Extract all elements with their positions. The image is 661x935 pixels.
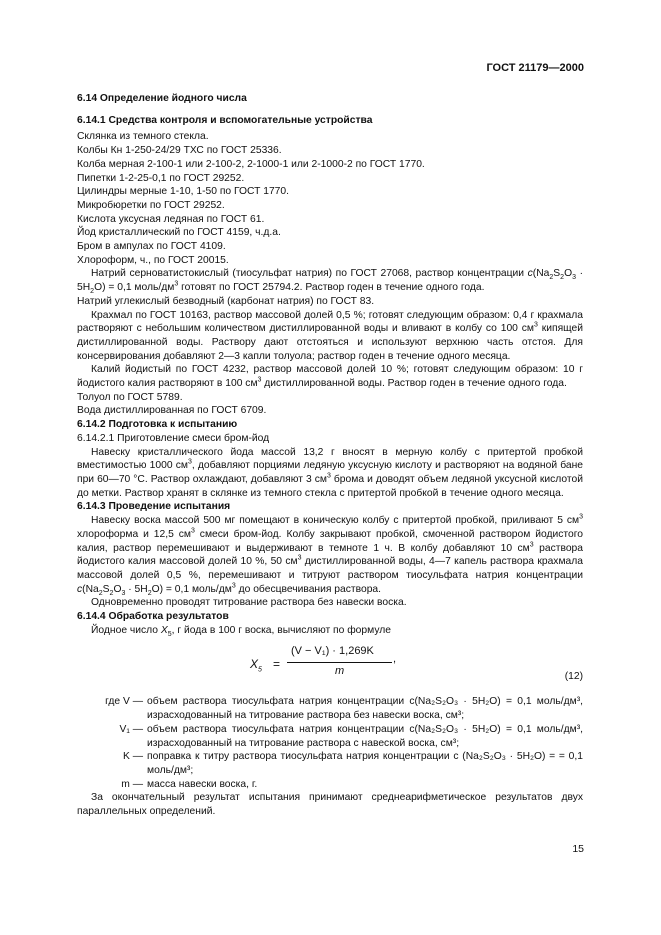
list-item: Цилиндры мерные 1-10, 1-50 по ГОСТ 1770. bbox=[77, 186, 290, 198]
legend-symbol: m — bbox=[121, 778, 143, 790]
section-6-14-2-title: 6.14.2 Подготовка к испытанию bbox=[77, 419, 238, 431]
starch-paragraph: Крахмал по ГОСТ 10163, раствор массовой долей 0,5 %; готовят следующим образом: 0,4 г крахмала растворяют с небольшим количеством дистиллированной воды и вливают в колбу со 100 $см^3$ кипящей дистиллированной воды. Раствору дают отстояться и используют верхнюю часть отстоя. Для консервирования добавляют 2—3 капли толуола; раствор годен в течение одного месяца. bbox=[77, 309, 583, 362]
formula-intro: Йодное число $X_5$, г йода в 100 г воска, вычисляют по формуле bbox=[91, 624, 391, 638]
list-item: Колбы Кн 1-250-24/29 ТХС по ГОСТ 25336. bbox=[77, 145, 282, 157]
list-item: Колба мерная 2-100-1 или 2-100-2, 2-1000-1 или 2-1000-2 по ГОСТ 1770. bbox=[77, 158, 425, 170]
legend-symbol: K — bbox=[122, 751, 143, 763]
list-item: Кислота уксусная ледяная по ГОСТ 61. bbox=[77, 213, 265, 225]
legend-text: поправка к титру раствора тиосульфата натрия концентрации c (Na₂S₂O₃ · 5H₂O) = = 0,1 моль/дм³; bbox=[147, 751, 583, 776]
list-item: Склянка из темного стекла. bbox=[77, 131, 209, 143]
legend-text: масса навески воска, г. bbox=[147, 778, 258, 790]
fraction-bar bbox=[287, 662, 392, 663]
procedure-paragraph: Навеску воска массой 500 мг помещают в коническую колбу с притертой пробкой, приливают 5 $см^3$ хлороформа и 12,5 $см^3$ смеси бром-йод. Колбу закрывают пробкой, смоченной раствором йодистого калия, раствор перемешивают и выдерживают в темноте 1 ч. В колбу добавляют 10 $см^3$ раствора йодистого калия массовой долей 10 %, 50 $см^3$ дистиллированной воды, 4—7 капель раствора крахмала массовой долей 0,5 %, перемешивают и титруют раствором тиосульфата натрия концентрации $c(Na_2S_2O_3 \cdot 5H_2O) = 0,1$ моль/$дм^3$ до обесцвечивания раствора. bbox=[77, 513, 583, 597]
formula-lhs: $X_5$ bbox=[250, 657, 262, 674]
bromine-iodine-paragraph: Навеску кристаллического йода массой 13,2 г вносят в мерную колбу с притертой пробкой вместимостью 1000 $см^3$, добавляют порциями ледяную уксусную кислоту и растворяют на водяной бане при 60—70 °C. Раствор охлаждают, добавляют 3 $см^3$ брома и доводят объем ледяной уксусной кислотой до метки. Раствор хранят в склянке из темного стекла с притертой пробкой в течение одного месяца. bbox=[77, 446, 584, 499]
list-item: Микробюретки по ГОСТ 29252. bbox=[77, 199, 225, 211]
formula-denominator: m bbox=[335, 665, 345, 678]
standard-header: ГОСТ 21179—2000 bbox=[486, 62, 584, 74]
legend-symbol: где V — bbox=[105, 696, 143, 708]
section-6-14-1-title: 6.14.1 Средства контроля и вспомогательные устройства bbox=[77, 114, 373, 126]
legend-text: объем раствора тиосульфата натрия концентрации c(Na₂S₂O₃ · 5H₂O) = 0,1 моль/дм³, израсходованный на титрование раствора с навеской воска, см³; bbox=[147, 723, 583, 749]
legend-item bbox=[77, 695, 583, 722]
formula-numerator: (V − V₁) · 1,269K bbox=[291, 645, 374, 658]
final-result-paragraph: За окончательный результат испытания принимают среднеарифметическое результатов двух параллельных определений. bbox=[77, 792, 583, 818]
formula-legend bbox=[77, 695, 583, 791]
list-item: Толуол по ГОСТ 5789. bbox=[77, 391, 183, 403]
list-item: Пипетки 1-2-25-0,1 по ГОСТ 29252. bbox=[77, 172, 245, 184]
formula-comma: , bbox=[393, 653, 397, 666]
legend-item bbox=[77, 750, 583, 777]
section-6-14-4-title: 6.14.4 Обработка результатов bbox=[77, 611, 229, 623]
iodine-number-formula bbox=[77, 643, 583, 695]
list-item: Бром в ампулах по ГОСТ 4109. bbox=[77, 241, 226, 253]
section-6-14-2-1-title: 6.14.2.1 Приготовление смеси бром-йод bbox=[77, 432, 270, 444]
legend-symbol: V₁ — bbox=[119, 723, 143, 735]
formula-number: (12) bbox=[564, 671, 583, 683]
legend-item bbox=[77, 723, 583, 750]
legend-item bbox=[77, 778, 583, 792]
formula-equals: = bbox=[273, 657, 281, 672]
thiosulfate-paragraph: Натрий серноватистокислый (тиосульфат натрия) по ГОСТ 27068, раствор концентрации $c(Na_2S_2O_3 \cdot 5H_2O) = 0,1$ моль/$дм^3$ готовят по ГОСТ 25794.2. Раствор годен в течение одного года. bbox=[77, 268, 583, 296]
list-item: Вода дистиллированная по ГОСТ 6709. bbox=[77, 405, 267, 417]
document-body bbox=[77, 92, 583, 819]
list-item: Натрий углекислый безводный (карбонат натрия) по ГОСТ 83. bbox=[77, 295, 375, 307]
page-number: 15 bbox=[572, 843, 584, 855]
list-item: Хлороформ, ч., по ГОСТ 20015. bbox=[77, 254, 229, 266]
potassium-iodide-paragraph: Калий йодистый по ГОСТ 4232, раствор массовой долей 10 %; готовят следующим образом: 10 г йодистого калия растворяют в 100 $см^3$ дистиллированной воды. Раствор годен в течение одного года. bbox=[77, 364, 583, 390]
legend-text: объем раствора тиосульфата натрия концентрации c(Na₂S₂O₃ · 5H₂O) = 0,1 моль/дм³, израсходованный на титрование раствора без навески воска, см³; bbox=[147, 696, 583, 722]
blank-titration-paragraph: Одновременно проводят титрование раствора без навески воска. bbox=[91, 597, 407, 609]
section-6-14-3-title: 6.14.3 Проведение испытания bbox=[77, 501, 231, 513]
section-6-14-title: 6.14 Определение йодного числа bbox=[77, 93, 247, 104]
list-item: Йод кристаллический по ГОСТ 4159, ч.д.а. bbox=[77, 227, 281, 239]
